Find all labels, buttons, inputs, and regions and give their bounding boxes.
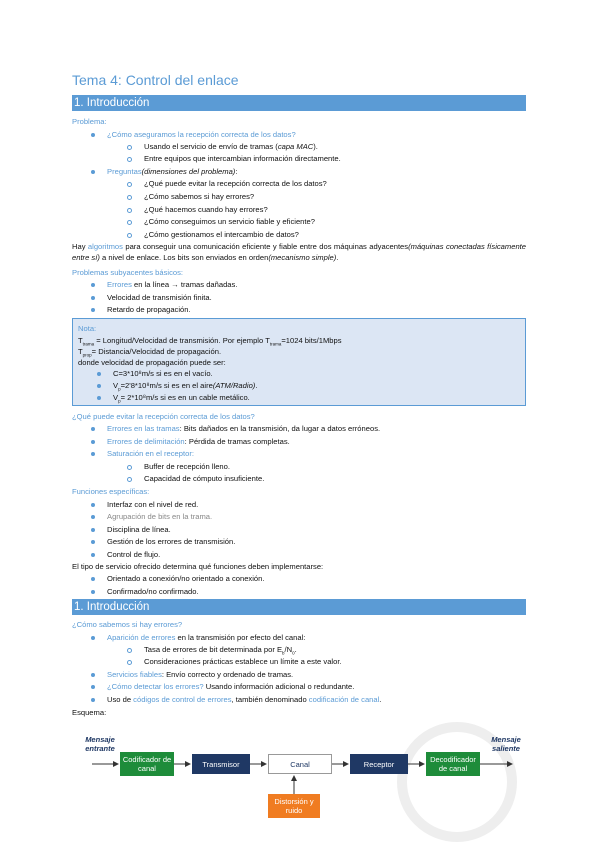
- note-line: $T_{prop}=$ Distancia/Velocidad de propagación.: [78, 347, 222, 358]
- list-item: Confirmado/no confirmado.: [91, 587, 199, 597]
- list-item: ¿Qué hacemos cuando hay errores?: [127, 205, 268, 215]
- incoming-message-label: Mensaje entrante: [85, 735, 115, 753]
- bullet-icon: [91, 698, 95, 702]
- bullet-icon: [127, 208, 132, 213]
- channel-coding-diagram: [72, 722, 528, 848]
- list-item: Errores en la línea → tramas dañadas.: [91, 280, 237, 290]
- list-item: Retardo de propagación.: [91, 305, 191, 315]
- list-item: ¿Cómo detectar los errores? Usando información adicional o redundante.: [91, 682, 354, 692]
- channel-encoder-block: Codificador de canal: [120, 752, 174, 776]
- bullet-icon: [127, 465, 132, 470]
- bullet-icon: [127, 233, 132, 238]
- list-item: Errores de delimitación: Pérdida de tramas completas.: [91, 437, 290, 447]
- service-line: El tipo de servicio ofrecido determina qué funciones deben implementarse:: [72, 562, 324, 571]
- section-header-intro-2: 1. Introducción: [72, 599, 526, 615]
- bullet-icon: [91, 528, 95, 532]
- list-item: Buffer de recepción lleno.: [127, 462, 230, 472]
- list-item: Consideraciones prácticas establece un límite a este valor.: [127, 657, 342, 667]
- channel-decoder-block: Decodificador de canal: [426, 752, 480, 776]
- bullet-icon: [97, 384, 101, 388]
- list-item: Errores en las tramas: Bits dañados en la transmisión, da lugar a datos erróneos.: [91, 424, 380, 434]
- list-item: Aparición de errores en la transmisión por efecto del canal:: [91, 633, 305, 643]
- list-item: Interfaz con el nivel de red.: [91, 500, 198, 510]
- list-item: Preguntas(dimensiones del problema):: [91, 167, 237, 177]
- bullet-icon: [91, 283, 95, 287]
- bullet-icon: [91, 515, 95, 519]
- bullet-icon: [91, 553, 95, 557]
- section-header-intro: 1. Introducción: [72, 95, 526, 111]
- list-item: Entre equipos que intercambian información directamente.: [127, 154, 341, 164]
- note-box: [72, 318, 526, 406]
- bullet-icon: [91, 308, 95, 312]
- problem-label: Problema:: [72, 117, 107, 126]
- list-item: Gestión de los errores de transmisión.: [91, 537, 235, 547]
- list-item: Tasa de errores de bit determinada por $E_b/N_0$.: [127, 645, 297, 659]
- bullet-icon: [127, 145, 132, 150]
- bullet-icon: [91, 170, 95, 174]
- distortion-noise-block: Distorsión y ruido: [268, 794, 320, 818]
- question-label: ¿Qué puede evitar la recepción correcta de los datos?: [72, 412, 255, 421]
- note-line: $T_{trama}$ = Longitud/Velocidad de transmisión. Por ejemplo $T_{trama}=1024$ bits/1Mbps: [78, 336, 342, 347]
- list-item: ¿Cómo gestionamos el intercambio de datos?: [127, 230, 299, 240]
- list-item: Agrupación de bits en la trama.: [91, 512, 212, 522]
- transmitter-block: Transmisor: [192, 754, 250, 774]
- bullet-icon: [127, 660, 132, 665]
- bullet-icon: [91, 673, 95, 677]
- bullet-icon: [127, 220, 132, 225]
- list-item: Control de flujo.: [91, 550, 160, 560]
- bullet-icon: [91, 427, 95, 431]
- list-item: $V_p=2'8*10^8m/s$ si es en el aire(ATM/Radio).: [97, 381, 257, 395]
- list-item: Disciplina de línea.: [91, 525, 171, 535]
- list-item: Servicios fiables: Envío correcto y ordenado de tramas.: [91, 670, 293, 680]
- list-item: Orientado a conexión/no orientado a conexión.: [91, 574, 264, 584]
- channel-block: Canal: [268, 754, 332, 774]
- list-item: Uso de códigos de control de errores, también denominado codificación de canal.: [91, 695, 381, 705]
- bullet-icon: [91, 133, 95, 137]
- note-line: donde velocidad de propagación puede ser:: [78, 358, 226, 367]
- question-label: ¿Cómo sabemos si hay errores?: [72, 620, 183, 629]
- schema-label: Esquema:: [72, 708, 107, 717]
- functions-label: Funciones específicas:: [72, 487, 150, 496]
- bullet-icon: [127, 195, 132, 200]
- list-item: $V_p= 2*10^8m/s$ si es en un cable metálico.: [97, 393, 250, 407]
- paragraph: Hay algoritmos para conseguir una comunicación eficiente y fiable entre dos máquinas adyacentes(máquinas conectadas físicamente entre sí) a nivel de enlace. Los bits son enviados en orden(mecanismo simple).: [72, 242, 527, 262]
- bullet-icon: [127, 648, 132, 653]
- bullet-icon: [91, 296, 95, 300]
- subproblems-label: Problemas subyacentes básicos:: [72, 268, 184, 277]
- list-item: Usando el servicio de envío de tramas (capa MAC).: [127, 142, 318, 152]
- list-item: ¿Cómo aseguramos la recepción correcta de los datos?: [91, 130, 296, 140]
- list-item: ¿Cómo sabemos si hay errores?: [127, 192, 254, 202]
- bullet-icon: [91, 503, 95, 507]
- bullet-icon: [97, 396, 101, 400]
- list-item: Capacidad de cómputo insuficiente.: [127, 474, 264, 484]
- list-item: C=3*10⁸m/s si es en el vacío.: [97, 369, 213, 379]
- bullet-icon: [91, 590, 95, 594]
- list-item: ¿Qué puede evitar la recepción correcta de los datos?: [127, 179, 327, 189]
- bullet-icon: [91, 440, 95, 444]
- bullet-icon: [91, 540, 95, 544]
- bullet-icon: [91, 685, 95, 689]
- list-item: Saturación en el receptor:: [91, 449, 194, 459]
- list-item: ¿Cómo conseguimos un servicio fiable y eficiente?: [127, 217, 315, 227]
- bullet-icon: [91, 577, 95, 581]
- bullet-icon: [97, 372, 101, 376]
- bullet-icon: [91, 452, 95, 456]
- diagram-arrows: [72, 722, 528, 848]
- note-label: Nota:: [78, 324, 97, 333]
- page-title: Tema 4: Control del enlace: [72, 72, 239, 88]
- outgoing-message-label: Mensaje saliente: [491, 735, 521, 753]
- bullet-icon: [127, 477, 132, 482]
- receiver-block: Receptor: [350, 754, 408, 774]
- list-item: Velocidad de transmisión finita.: [91, 293, 212, 303]
- bullet-icon: [91, 636, 95, 640]
- bullet-icon: [127, 182, 132, 187]
- bullet-icon: [127, 157, 132, 162]
